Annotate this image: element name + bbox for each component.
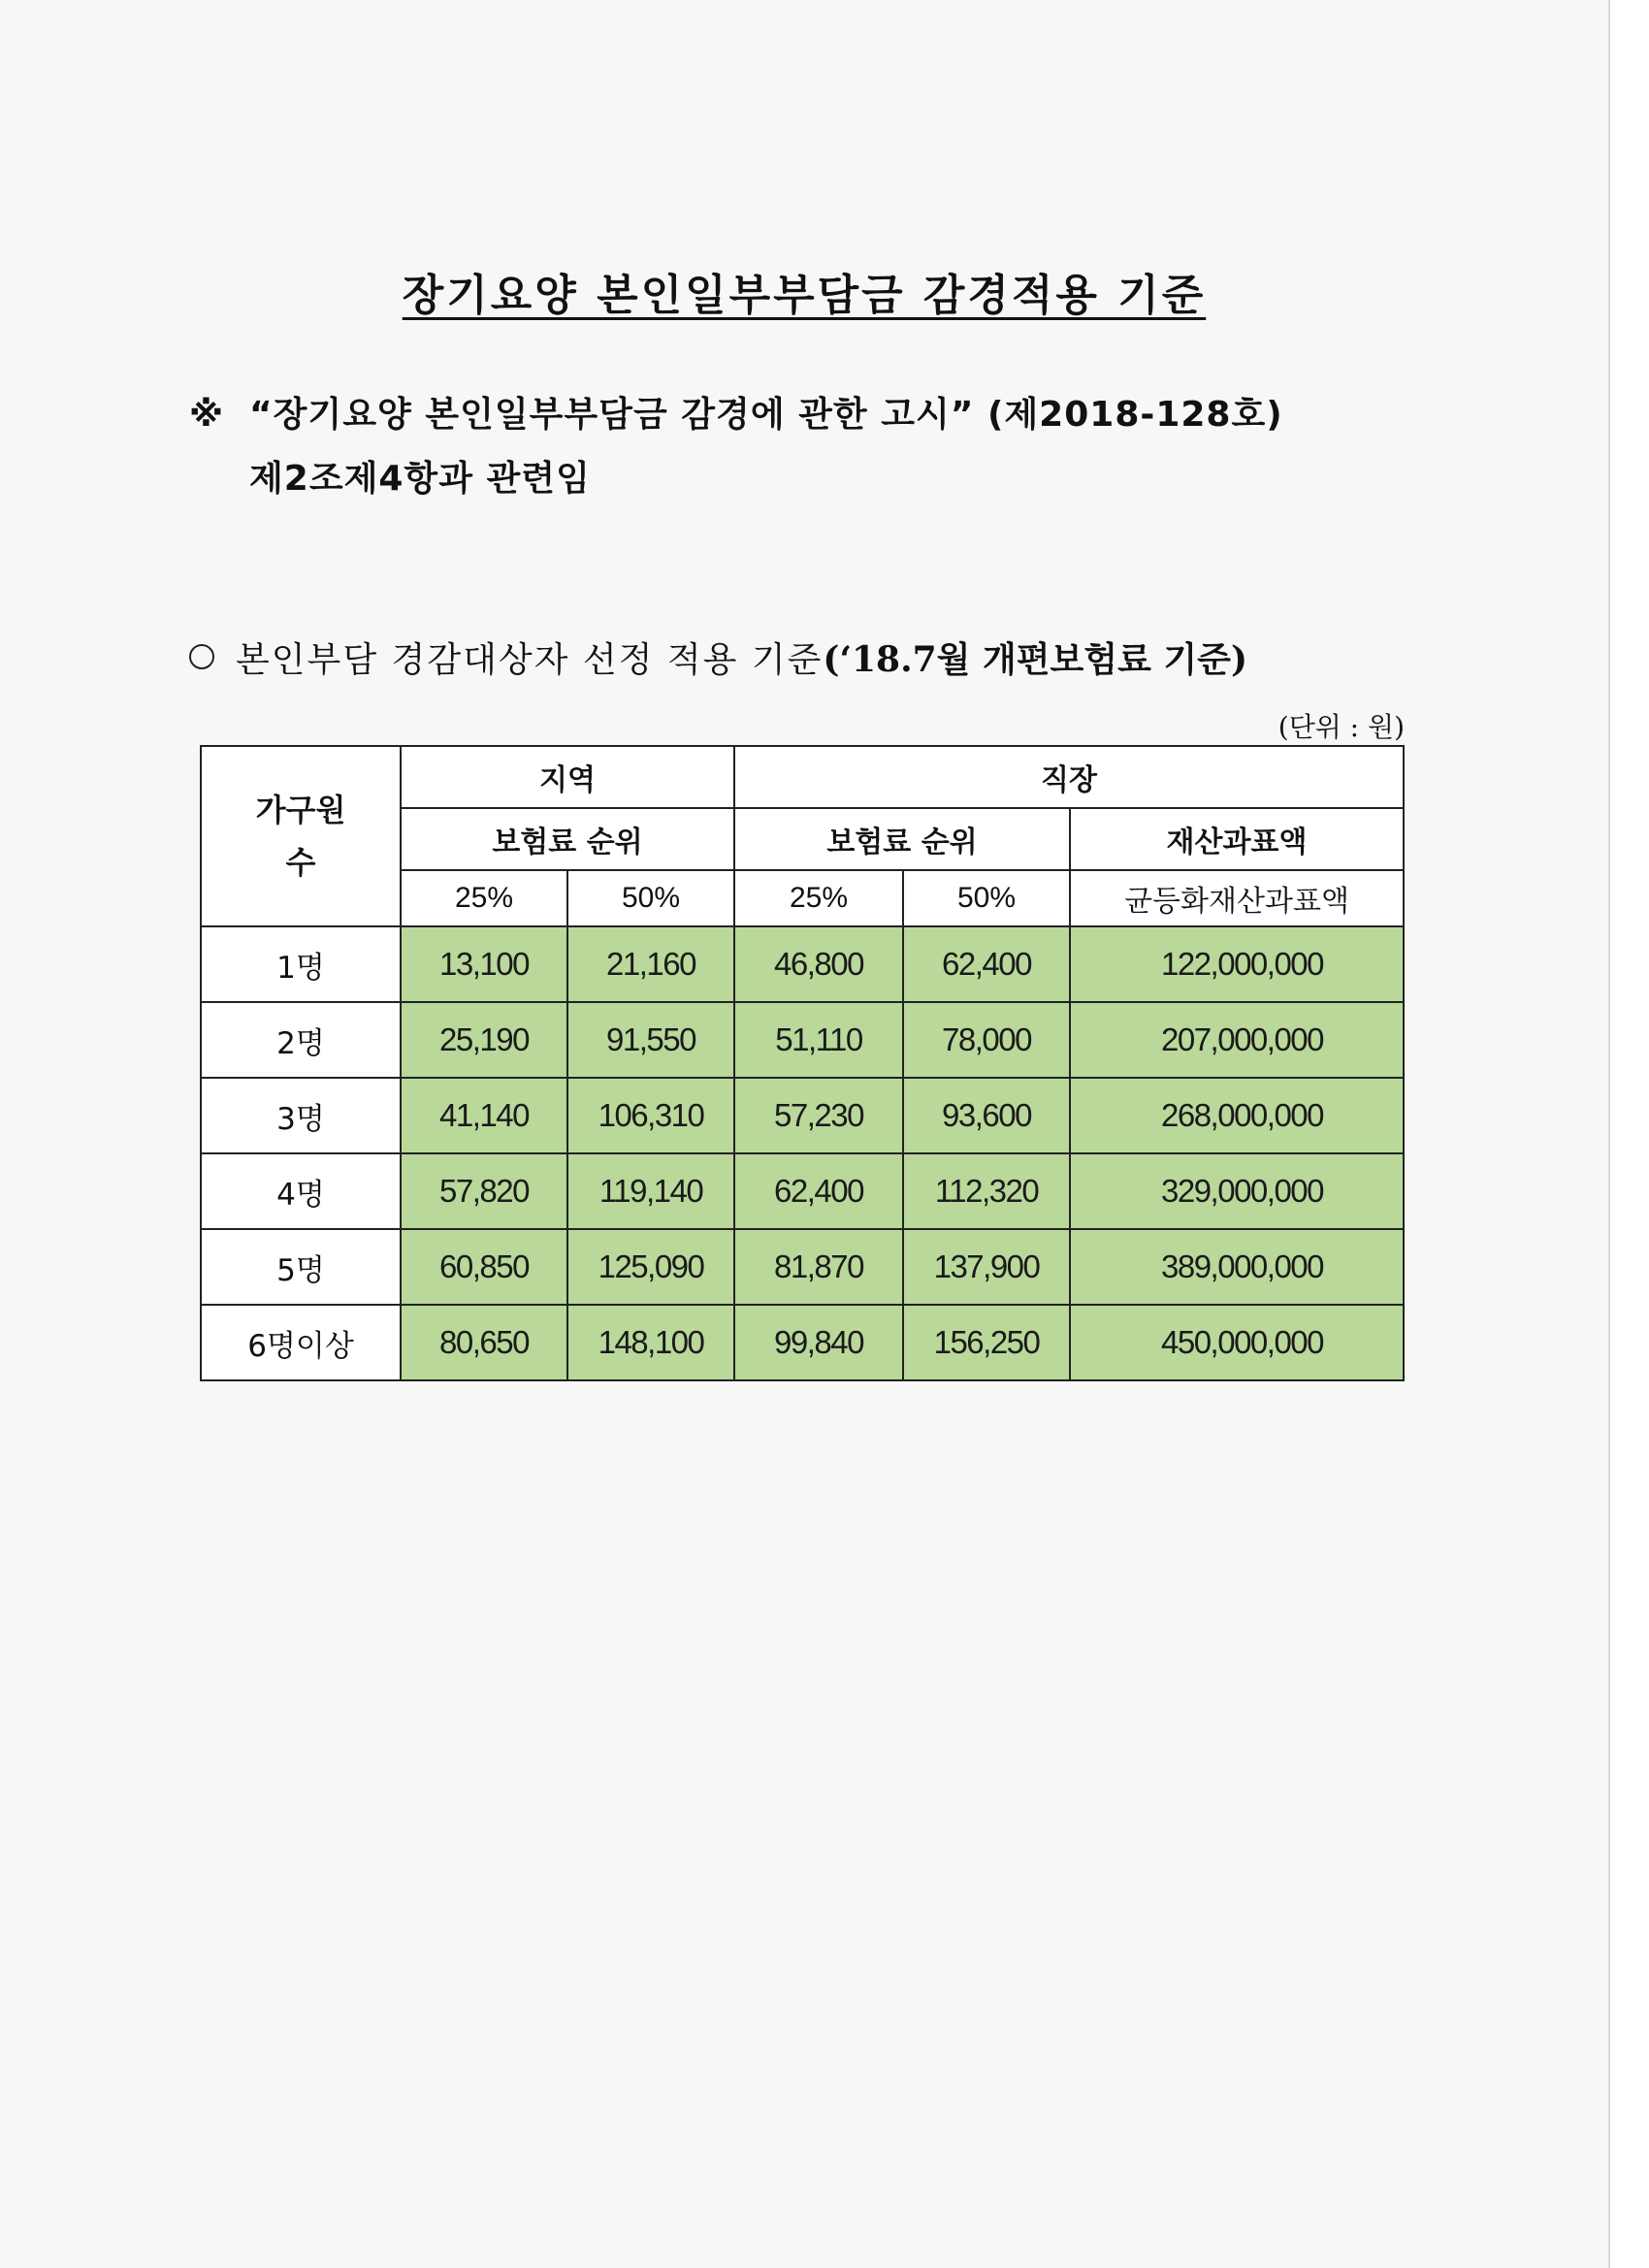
reduction-criteria-table (200, 745, 1405, 1381)
regional-25-cell: 80,650 (401, 1305, 567, 1380)
regional-50-cell: 21,160 (567, 926, 734, 1002)
row-label: 3명 (201, 1078, 401, 1153)
regional-25-cell: 41,140 (401, 1078, 567, 1153)
table-row (201, 1002, 1404, 1078)
regional-50-cell: 148,100 (567, 1305, 734, 1380)
regional-50-cell: 125,090 (567, 1229, 734, 1305)
regional-25-cell: 13,100 (401, 926, 567, 1002)
criteria-heading (189, 632, 1247, 682)
table-row (201, 926, 1404, 1002)
table-row (201, 1305, 1404, 1380)
property-cell: 268,000,000 (1070, 1078, 1404, 1153)
regional-header: 지역 (401, 746, 734, 808)
reference-note-line-2: 제2조제4항과 관련임 (249, 459, 591, 499)
scan-right-margin (1608, 0, 1649, 2268)
reference-note-line-1 (189, 383, 1450, 447)
regional-50-cell: 119,140 (567, 1153, 734, 1229)
regional-25-cell: 57,820 (401, 1153, 567, 1229)
household-size-header (201, 746, 401, 926)
row-label: 1명 (201, 926, 401, 1002)
reference-note-text-1: “장기요양 본인일부부담금 감경에 관한 고시” (제2018-128호) (249, 395, 1283, 435)
property-cell: 122,000,000 (1070, 926, 1404, 1002)
household-size-header-line1: 가구원 (255, 792, 346, 828)
workplace-50-cell: 93,600 (903, 1078, 1070, 1153)
property-cell: 329,000,000 (1070, 1153, 1404, 1229)
regional-50-cell: 106,310 (567, 1078, 734, 1153)
household-size-header-line2: 수 (285, 844, 316, 881)
reference-mark-icon: ※ (189, 395, 224, 435)
table-row (201, 1078, 1404, 1153)
equalized-property-header: 균등화재산과표액 (1070, 870, 1404, 926)
workplace-50-cell: 112,320 (903, 1153, 1070, 1229)
property-cell: 389,000,000 (1070, 1229, 1404, 1305)
table-row (201, 1153, 1404, 1229)
workplace-25-cell: 99,840 (734, 1305, 903, 1380)
workplace-header: 직장 (734, 746, 1404, 808)
table-row (201, 1229, 1404, 1305)
workplace-25-cell: 62,400 (734, 1153, 903, 1229)
property-cell: 207,000,000 (1070, 1002, 1404, 1078)
workplace-25-cell: 51,110 (734, 1002, 903, 1078)
criteria-basis: (‘18.7월 개편보험료 기준) (823, 639, 1247, 680)
workplace-25-cell: 81,870 (734, 1229, 903, 1305)
regional-50-header: 50% (567, 870, 734, 926)
workplace-50-cell: 137,900 (903, 1229, 1070, 1305)
workplace-50-header: 50% (903, 870, 1070, 926)
property-cell: 450,000,000 (1070, 1305, 1404, 1380)
workplace-25-header: 25% (734, 870, 903, 926)
workplace-premium-rank-header: 보험료 순위 (734, 808, 1070, 870)
regional-25-header: 25% (401, 870, 567, 926)
document-title (0, 260, 1608, 322)
regional-25-cell: 60,850 (401, 1229, 567, 1305)
workplace-50-cell: 78,000 (903, 1002, 1070, 1078)
regional-premium-rank-header: 보험료 순위 (401, 808, 734, 870)
workplace-25-cell: 57,230 (734, 1078, 903, 1153)
row-label: 2명 (201, 1002, 401, 1078)
row-label: 5명 (201, 1229, 401, 1305)
workplace-50-cell: 156,250 (903, 1305, 1070, 1380)
unit-label: (단위 : 원) (1277, 711, 1405, 743)
document-title-text: 장기요양 본인일부부담금 감경적용 기준 (402, 271, 1207, 320)
workplace-25-cell: 46,800 (734, 926, 903, 1002)
regional-50-cell: 91,550 (567, 1002, 734, 1078)
criteria-text: 본인부담 경감대상자 선정 적용 기준 (236, 640, 824, 680)
reference-note (189, 383, 1450, 511)
regional-25-cell: 25,190 (401, 1002, 567, 1078)
bullet-circle-icon (189, 644, 214, 669)
row-label: 4명 (201, 1153, 401, 1229)
workplace-50-cell: 62,400 (903, 926, 1070, 1002)
row-label: 6명이상 (201, 1305, 401, 1380)
property-tax-base-header: 재산과표액 (1070, 808, 1404, 870)
